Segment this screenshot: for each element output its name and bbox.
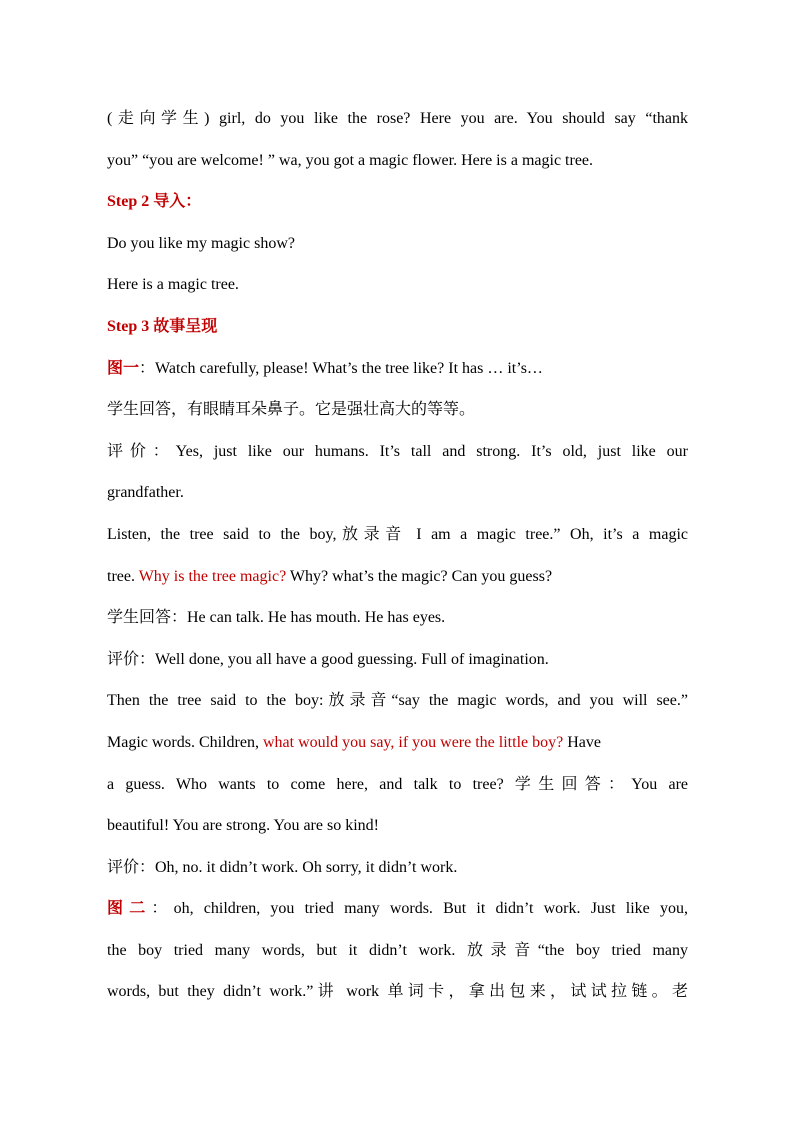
figure-two-line <box>107 888 688 930</box>
paragraph-line: 评价：Well done, you all have a good guessing. Full of imagination. <box>107 650 549 668</box>
text-span: tree. <box>107 567 139 585</box>
paragraph-line: Listen, the tree said to the boy,放录音 I am a magic tree.” Oh, it’s a magic <box>107 525 688 543</box>
document-body <box>107 98 688 1013</box>
figure-one-text: ：Watch carefully, please! What’s the tree like? It has … it’s… <box>139 359 543 377</box>
figure-one-line <box>107 348 688 390</box>
section-heading-step2: Step 2 导入： <box>107 193 202 211</box>
highlighted-question: Why is the tree magic? <box>138 567 287 585</box>
figure-two-text: ：oh, children, you tried many words. But it didn’t work. Just like you, <box>151 900 688 918</box>
section-heading-step3: Step 3 故事呈现 <box>107 317 218 335</box>
paragraph-line: 评价：Yes, just like our humans. It’s tall and strong. It’s old, just like our <box>107 442 688 460</box>
paragraph-line: 学生回答，有眼睛耳朵鼻子。它是强壮高大的等等。 <box>107 401 476 419</box>
figure-two-label: 图二 <box>107 900 152 918</box>
text-span: Why? what’s the magic? Can you guess? <box>286 567 553 585</box>
paragraph-line: grandfather. <box>107 484 184 502</box>
text-span: Have <box>563 733 601 751</box>
paragraph-line: you” “you are welcome! ” wa, you got a magic flower. Here is a magic tree. <box>107 151 594 169</box>
highlighted-question: what would you say, if you were the little boy? <box>262 733 564 751</box>
paragraph-line: Do you like my magic show? <box>107 234 295 252</box>
paragraph-line: a guess. Who wants to come here, and talk to tree? 学生回答：You are <box>107 775 688 793</box>
text-span: Magic words. Children, <box>107 733 263 751</box>
paragraph-line: (走向学生) girl, do you like the rose? Here you are. You should say “thank <box>107 110 688 127</box>
paragraph-line: 学生回答：He can talk. He has mouth. He has eyes. <box>107 609 446 627</box>
paragraph-line: 评价：Oh, no. it didn’t work. Oh sorry, it didn’t work. <box>107 858 458 876</box>
figure-one-label: 图一 <box>107 359 140 377</box>
paragraph-line: words, but they didn’t work.”讲 work 单词卡，拿出包来，试试拉链。老 <box>107 983 688 1001</box>
paragraph-line: beautiful! You are strong. You are so kind! <box>107 817 379 835</box>
paragraph-line: Then the tree said to the boy:放录音“say the magic words, and you will see.” <box>107 692 688 710</box>
paragraph-line: the boy tried many words, but it didn’t work. 放录音“the boy tried many <box>107 941 688 959</box>
paragraph-line: Here is a magic tree. <box>107 276 239 294</box>
paragraph-line <box>107 556 688 598</box>
paragraph-line <box>107 722 688 764</box>
